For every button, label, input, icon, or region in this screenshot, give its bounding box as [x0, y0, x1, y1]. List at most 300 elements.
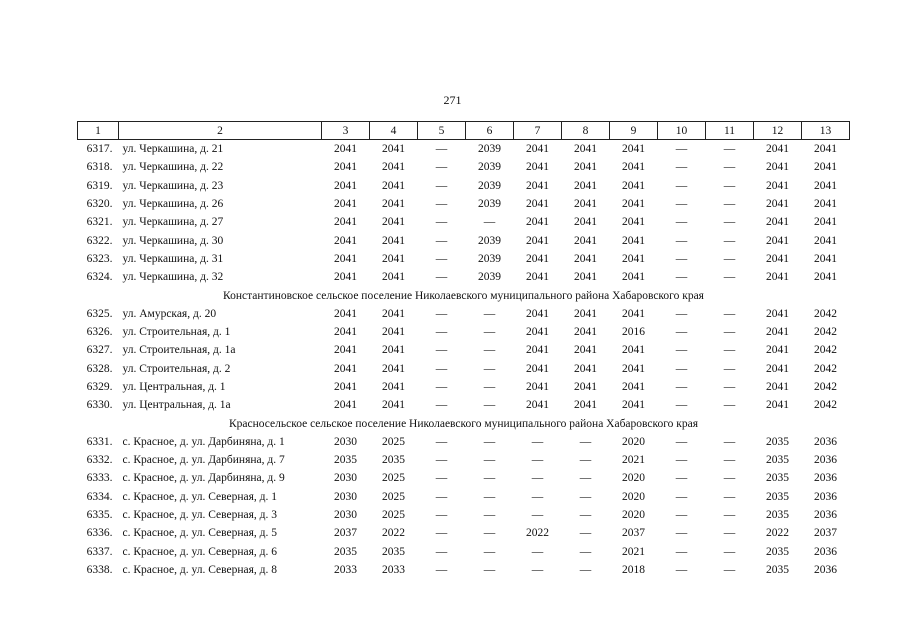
address-cell: ул. Центральная, д. 1а [122, 399, 231, 412]
year-cell: — [435, 344, 448, 357]
address-cell: с. Красное, д. ул. Северная, д. 3 [122, 509, 277, 522]
row-number: 6323. [86, 252, 113, 265]
year-cell: — [483, 454, 496, 467]
row-number: 6326. [86, 326, 113, 339]
table-row [78, 177, 850, 195]
year-cell: — [579, 490, 592, 503]
address-cell: ул. Черкашина, д. 31 [122, 252, 224, 265]
year-cell: 2041 [622, 399, 645, 412]
year-cell: — [723, 545, 736, 558]
year-cell: — [675, 179, 688, 192]
table-row [78, 433, 850, 451]
year-cell: 2039 [478, 161, 501, 174]
year-cell: — [483, 307, 496, 320]
year-cell: 2041 [574, 252, 597, 265]
year-cell: — [435, 143, 448, 156]
address-cell: ул. Центральная, д. 1 [122, 381, 226, 393]
year-cell: 2035 [766, 454, 789, 467]
year-cell: 2041 [334, 307, 357, 320]
year-cell: 2039 [478, 252, 501, 265]
year-cell: — [675, 490, 688, 503]
year-cell: 2041 [622, 307, 645, 320]
year-cell: 2036 [814, 454, 837, 467]
year-cell: — [483, 326, 496, 339]
year-cell: 2041 [526, 161, 549, 174]
year-cell: — [483, 216, 496, 229]
year-cell: 2041 [334, 362, 357, 375]
year-cell: — [675, 161, 688, 174]
row-number: 6336. [86, 527, 113, 540]
year-cell: — [675, 143, 688, 156]
year-cell: 2041 [766, 143, 789, 156]
section-title-row [78, 414, 850, 432]
year-cell: 2041 [622, 362, 645, 375]
table-row [78, 488, 850, 506]
year-cell: 2041 [526, 179, 549, 192]
year-cell: 2041 [574, 344, 597, 357]
year-cell: 2041 [766, 381, 789, 393]
row-number: 6329. [86, 381, 113, 393]
year-cell: 2025 [382, 509, 405, 522]
year-cell: 2037 [622, 527, 645, 540]
year-cell: 2022 [382, 527, 405, 540]
year-cell: 2041 [526, 326, 549, 339]
year-cell: 2022 [526, 527, 549, 540]
year-cell: 2033 [334, 563, 357, 576]
year-cell: — [675, 362, 688, 375]
year-cell: — [531, 435, 544, 448]
year-cell: 2025 [382, 435, 405, 448]
year-cell: 2039 [478, 198, 501, 211]
year-cell: 2041 [622, 161, 645, 174]
year-cell: — [483, 399, 496, 412]
year-cell: — [531, 509, 544, 522]
address-cell: ул. Черкашина, д. 21 [122, 143, 224, 156]
table-row [78, 231, 850, 249]
year-cell: 2036 [814, 509, 837, 522]
row-number: 6327. [86, 344, 113, 357]
year-cell: — [435, 381, 448, 393]
address-cell: с. Красное, д. ул. Дарбиняна, д. 7 [122, 454, 285, 467]
year-cell: 2041 [814, 252, 837, 265]
year-cell: — [675, 271, 688, 284]
year-cell: 2025 [382, 490, 405, 503]
row-number: 6317. [86, 143, 113, 156]
year-cell: 2041 [622, 179, 645, 192]
address-cell: ул. Черкашина, д. 22 [122, 161, 224, 174]
year-cell: — [435, 252, 448, 265]
year-cell: 2036 [814, 435, 837, 448]
year-cell: — [531, 490, 544, 503]
row-number: 6331. [86, 435, 113, 448]
year-cell: 2041 [334, 271, 357, 284]
column-header: 5 [418, 122, 466, 140]
table-row [78, 213, 850, 231]
year-cell: 2041 [814, 161, 837, 174]
year-cell: 2041 [334, 381, 357, 393]
year-cell: — [579, 527, 592, 540]
year-cell: — [435, 179, 448, 192]
row-number: 6322. [86, 234, 113, 247]
year-cell: 2041 [574, 326, 597, 339]
year-cell: — [435, 527, 448, 540]
year-cell: 2041 [766, 344, 789, 357]
year-cell: 2020 [622, 509, 645, 522]
year-cell: — [579, 454, 592, 467]
table-row [78, 506, 850, 524]
year-cell: — [675, 509, 688, 522]
column-header: 6 [466, 122, 514, 140]
year-cell: 2041 [622, 344, 645, 357]
year-cell: 2037 [334, 527, 357, 540]
year-cell: — [723, 234, 736, 247]
year-cell: 2041 [526, 143, 549, 156]
year-cell: 2041 [574, 234, 597, 247]
address-cell: ул. Строительная, д. 2 [122, 362, 231, 375]
year-cell: — [483, 381, 496, 393]
table-row [78, 195, 850, 213]
year-cell: 2041 [526, 271, 549, 284]
year-cell: — [723, 509, 736, 522]
year-cell: — [435, 545, 448, 558]
year-cell: 2041 [622, 252, 645, 265]
table-row [78, 341, 850, 359]
row-number: 6333. [86, 472, 113, 485]
row-number: 6334. [86, 490, 113, 503]
year-cell: 2041 [526, 234, 549, 247]
address-cell: с. Красное, д. ул. Северная, д. 6 [122, 545, 277, 558]
year-cell: — [723, 179, 736, 192]
address-cell: с. Красное, д. ул. Северная, д. 8 [122, 563, 277, 576]
address-cell: ул. Черкашина, д. 30 [122, 234, 224, 247]
year-cell: 2041 [382, 344, 405, 357]
year-cell: — [435, 490, 448, 503]
year-cell: 2042 [814, 362, 837, 375]
year-cell: 2041 [334, 198, 357, 211]
year-cell: — [723, 271, 736, 284]
year-cell: 2041 [382, 234, 405, 247]
table-row [78, 469, 850, 487]
column-header: 4 [370, 122, 418, 140]
year-cell: 2037 [814, 527, 837, 540]
year-cell: — [723, 198, 736, 211]
year-cell: — [723, 326, 736, 339]
address-cell: с. Красное, д. ул. Северная, д. 5 [122, 527, 277, 540]
year-cell: — [675, 381, 688, 393]
year-cell: — [579, 545, 592, 558]
year-cell: 2041 [814, 216, 837, 229]
year-cell: — [435, 563, 448, 576]
year-cell: — [723, 143, 736, 156]
column-header: 2 [119, 122, 322, 140]
year-cell: 2041 [526, 216, 549, 229]
year-cell: 2041 [334, 216, 357, 229]
year-cell: — [675, 563, 688, 576]
year-cell: 2041 [766, 399, 789, 412]
year-cell: — [723, 381, 736, 393]
year-cell: — [483, 490, 496, 503]
section-title-row [78, 286, 850, 304]
year-cell: — [531, 563, 544, 576]
year-cell: 2041 [766, 271, 789, 284]
year-cell: — [435, 326, 448, 339]
year-cell: 2041 [574, 179, 597, 192]
year-cell: 2041 [574, 198, 597, 211]
year-cell: 2041 [766, 362, 789, 375]
year-cell: 2035 [766, 472, 789, 485]
year-cell: — [531, 454, 544, 467]
year-cell: 2041 [382, 307, 405, 320]
year-cell: 2035 [766, 545, 789, 558]
year-cell: — [675, 326, 688, 339]
year-cell: — [723, 161, 736, 174]
year-cell: — [675, 307, 688, 320]
table-row [78, 378, 850, 396]
year-cell: — [579, 563, 592, 576]
section-title: Красносельское сельское поселение Николаевского муниципального района Хабаровского края [228, 417, 699, 430]
year-cell: 2041 [526, 381, 549, 393]
table-row [78, 250, 850, 268]
row-number: 6337. [86, 545, 113, 558]
row-number: 6324. [86, 271, 113, 284]
year-cell: 2035 [766, 490, 789, 503]
year-cell: — [435, 198, 448, 211]
year-cell: 2042 [814, 381, 837, 393]
year-cell: 2041 [526, 252, 549, 265]
year-cell: 2016 [622, 326, 645, 339]
year-cell: 2041 [814, 234, 837, 247]
year-cell: 2021 [622, 545, 645, 558]
year-cell: — [675, 252, 688, 265]
year-cell: 2041 [382, 198, 405, 211]
year-cell: 2021 [622, 454, 645, 467]
year-cell: 2041 [766, 216, 789, 229]
year-cell: — [723, 216, 736, 229]
year-cell: — [483, 344, 496, 357]
year-cell: — [435, 454, 448, 467]
year-cell: 2041 [766, 198, 789, 211]
column-header: 8 [562, 122, 610, 140]
address-cell: ул. Черкашина, д. 23 [122, 179, 224, 192]
address-cell: с. Красное, д. ул. Дарбиняна, д. 1 [122, 435, 285, 448]
year-cell: 2041 [334, 143, 357, 156]
address-cell: ул. Черкашина, д. 26 [122, 198, 224, 211]
year-cell: — [579, 509, 592, 522]
table-row [78, 158, 850, 176]
year-cell: 2041 [814, 198, 837, 211]
year-cell: — [675, 545, 688, 558]
year-cell: 2039 [478, 179, 501, 192]
row-number: 6338. [86, 563, 113, 576]
year-cell: 2036 [814, 563, 837, 576]
year-cell: 2042 [814, 307, 837, 320]
year-cell: 2030 [334, 435, 357, 448]
year-cell: 2041 [622, 271, 645, 284]
table-row [78, 396, 850, 414]
year-cell: 2041 [574, 399, 597, 412]
year-cell: — [723, 472, 736, 485]
year-cell: — [435, 161, 448, 174]
year-cell: 2039 [478, 143, 501, 156]
year-cell: 2041 [766, 307, 789, 320]
year-cell: 2041 [382, 179, 405, 192]
year-cell: — [723, 344, 736, 357]
year-cell: — [675, 527, 688, 540]
year-cell: 2041 [334, 326, 357, 339]
address-cell: ул. Амурская, д. 20 [122, 307, 217, 320]
year-cell: 2041 [622, 143, 645, 156]
year-cell: 2041 [382, 362, 405, 375]
year-cell: — [435, 362, 448, 375]
row-number: 6321. [86, 216, 113, 229]
year-cell: — [483, 527, 496, 540]
year-cell: 2041 [766, 234, 789, 247]
column-header: 12 [754, 122, 802, 140]
year-cell: — [483, 472, 496, 485]
row-number: 6328. [86, 362, 113, 375]
year-cell: 2039 [478, 271, 501, 284]
column-header: 3 [322, 122, 370, 140]
year-cell: 2041 [766, 161, 789, 174]
year-cell: — [435, 271, 448, 284]
year-cell: 2041 [334, 179, 357, 192]
row-number: 6335. [86, 509, 113, 522]
row-number: 6320. [86, 198, 113, 211]
year-cell: 2041 [382, 143, 405, 156]
year-cell: 2041 [382, 161, 405, 174]
year-cell: 2041 [334, 234, 357, 247]
year-cell: — [675, 399, 688, 412]
year-cell: — [675, 234, 688, 247]
year-cell: 2036 [814, 472, 837, 485]
table-row [78, 323, 850, 341]
year-cell: 2041 [526, 307, 549, 320]
year-cell: — [723, 563, 736, 576]
year-cell: 2042 [814, 326, 837, 339]
year-cell: — [435, 435, 448, 448]
year-cell: 2033 [382, 563, 405, 576]
year-cell: — [483, 545, 496, 558]
column-header: 11 [706, 122, 754, 140]
year-cell: 2035 [766, 435, 789, 448]
year-cell: 2020 [622, 435, 645, 448]
year-cell: 2041 [382, 271, 405, 284]
year-cell: 2036 [814, 545, 837, 558]
column-header: 10 [658, 122, 706, 140]
year-cell: 2022 [766, 527, 789, 540]
year-cell: 2039 [478, 234, 501, 247]
year-cell: 2041 [382, 326, 405, 339]
year-cell: 2041 [382, 381, 405, 393]
header-row [78, 122, 850, 140]
year-cell: — [723, 362, 736, 375]
year-cell: — [723, 399, 736, 412]
year-cell: — [675, 344, 688, 357]
year-cell: 2025 [382, 472, 405, 485]
year-cell: — [483, 362, 496, 375]
year-cell: 2041 [334, 344, 357, 357]
address-cell: с. Красное, д. ул. Дарбиняна, д. 9 [122, 472, 285, 485]
column-header: 1 [78, 122, 119, 140]
year-cell: — [675, 435, 688, 448]
table-row [78, 360, 850, 378]
table-row [78, 524, 850, 542]
address-cell: ул. Строительная, д. 1а [122, 344, 236, 357]
row-number: 6318. [86, 161, 113, 174]
year-cell: 2041 [334, 161, 357, 174]
table-row [78, 140, 850, 159]
year-cell: 2041 [766, 326, 789, 339]
year-cell: 2041 [334, 252, 357, 265]
year-cell: 2020 [622, 472, 645, 485]
year-cell: 2041 [526, 344, 549, 357]
year-cell: 2041 [622, 381, 645, 393]
row-number: 6332. [86, 454, 113, 467]
table-body [78, 140, 850, 580]
year-cell: 2035 [334, 454, 357, 467]
address-cell: с. Красное, д. ул. Северная, д. 1 [122, 490, 277, 503]
year-cell: 2041 [622, 198, 645, 211]
row-number: 6330. [86, 399, 113, 412]
year-cell: — [435, 234, 448, 247]
year-cell: — [579, 472, 592, 485]
year-cell: — [675, 198, 688, 211]
address-cell: ул. Строительная, д. 1 [122, 326, 231, 339]
year-cell: — [723, 307, 736, 320]
year-cell: 2041 [574, 216, 597, 229]
year-cell: 2035 [382, 545, 405, 558]
address-cell: ул. Черкашина, д. 32 [122, 271, 224, 284]
address-cell: ул. Черкашина, д. 27 [122, 216, 224, 229]
table-row [78, 543, 850, 561]
year-cell: 2030 [334, 509, 357, 522]
column-header: 7 [514, 122, 562, 140]
year-cell: 2041 [574, 161, 597, 174]
year-cell: 2041 [766, 179, 789, 192]
page-number: 271 [443, 93, 462, 107]
year-cell: 2041 [382, 216, 405, 229]
year-cell: — [435, 307, 448, 320]
year-cell: 2041 [766, 252, 789, 265]
year-cell: 2041 [574, 381, 597, 393]
table-row [78, 268, 850, 286]
year-cell: — [723, 490, 736, 503]
column-header: 13 [802, 122, 850, 140]
year-cell: 2041 [574, 143, 597, 156]
year-cell: 2042 [814, 344, 837, 357]
column-header: 9 [610, 122, 658, 140]
data-table [77, 121, 850, 579]
year-cell: — [531, 545, 544, 558]
year-cell: — [675, 216, 688, 229]
year-cell: 2041 [574, 362, 597, 375]
year-cell: 2041 [814, 143, 837, 156]
year-cell: 2018 [622, 563, 645, 576]
year-cell: 2041 [574, 271, 597, 284]
year-cell: — [675, 472, 688, 485]
table-row [78, 561, 850, 579]
year-cell: 2041 [622, 234, 645, 247]
year-cell: — [723, 527, 736, 540]
year-cell: 2035 [382, 454, 405, 467]
year-cell: 2041 [622, 216, 645, 229]
year-cell: 2041 [814, 271, 837, 284]
year-cell: 2041 [382, 252, 405, 265]
year-cell: 2041 [334, 399, 357, 412]
year-cell: 2030 [334, 490, 357, 503]
row-number: 6325. [86, 307, 113, 320]
section-title: Константиновское сельское поселение Николаевского муниципального района Хабаровского края [223, 289, 704, 302]
